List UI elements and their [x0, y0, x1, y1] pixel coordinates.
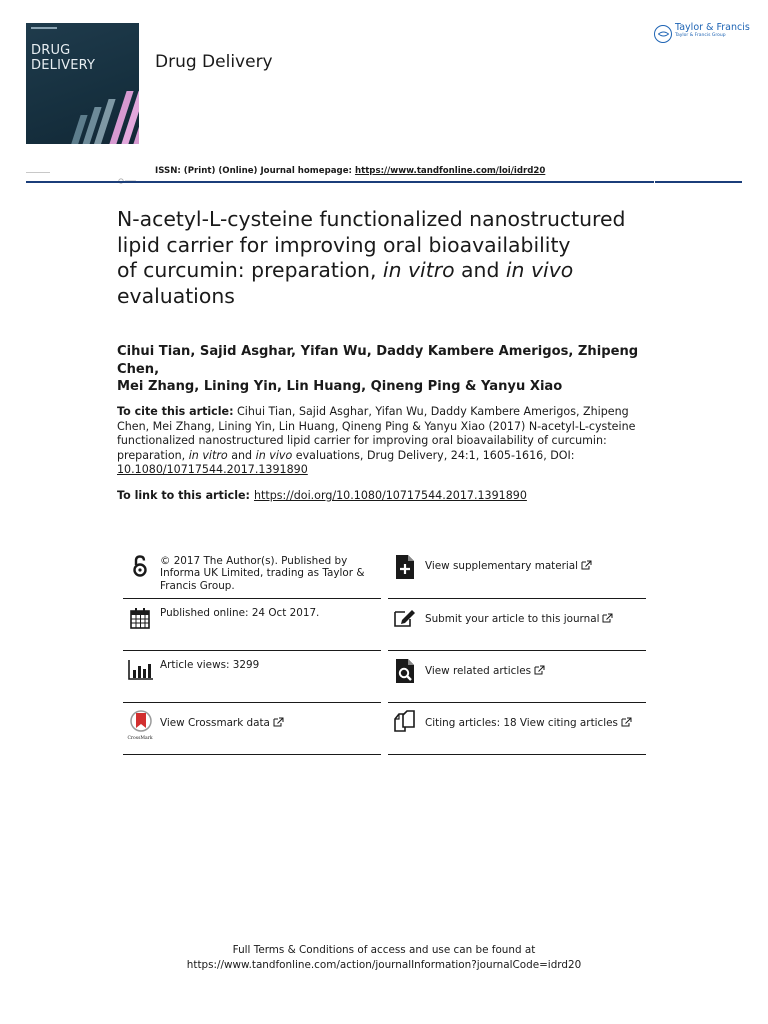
published-text: Published online: 24 Oct 2017.: [160, 607, 320, 619]
publisher-logo[interactable]: [654, 22, 750, 43]
bar-chart-icon: [128, 658, 152, 682]
edit-icon: [393, 606, 417, 630]
external-link-icon: [534, 665, 545, 675]
calendar-icon: [128, 606, 152, 630]
header-thin-rule: [26, 172, 50, 173]
link-label: To link to this article:: [117, 489, 250, 502]
external-link-icon: [581, 560, 592, 570]
citing-text: Citing articles: 18 View citing articles: [425, 717, 618, 729]
terms-footer: [0, 943, 768, 972]
journal-homepage-link[interactable]: https://www.tandfonline.com/loi/idrd20: [354, 166, 546, 176]
license-info: [123, 546, 381, 599]
related-articles-link[interactable]: [388, 650, 646, 703]
cover-rule: [31, 27, 57, 29]
supplementary-text: View supplementary material: [425, 560, 579, 572]
publisher-logo-icon: [654, 25, 672, 43]
journal-cover[interactable]: [26, 23, 139, 144]
related-text: View related articles: [425, 665, 532, 677]
supplementary-link[interactable]: [388, 546, 646, 599]
external-link-icon: [621, 717, 632, 727]
article-views: [123, 650, 381, 703]
terms-link[interactable]: https://www.tandfonline.com/action/journalInformation?journalCode=idrd20: [186, 958, 582, 971]
article-link-row: [117, 489, 527, 502]
issn-text: ISSN: (Print) (Online) Journal homepage:: [155, 166, 352, 176]
cover-title: DRUG DELIVERY: [31, 43, 96, 73]
doi-link[interactable]: 10.1080/10717544.2017.1391890: [117, 463, 308, 477]
issn-line: [155, 166, 545, 176]
search-document-icon: [393, 658, 417, 682]
citation-label: To cite this article:: [117, 405, 234, 418]
external-link-icon: [273, 717, 284, 727]
article-doi-link[interactable]: https://doi.org/10.1080/10717544.2017.1391890: [253, 489, 527, 502]
citing-articles-link[interactable]: [388, 702, 646, 755]
submit-text: Submit your article to this journal: [425, 613, 600, 625]
journal-name: Drug Delivery: [155, 52, 273, 72]
license-text: © 2017 The Author(s). Published by Informa UK Limited, trading as Taylor & Francis Group.: [160, 555, 365, 592]
cover-stripe: [51, 115, 87, 144]
external-link-icon: [602, 613, 613, 623]
header-rule: [26, 181, 742, 183]
published-date: [123, 598, 381, 651]
crossmark-icon: [127, 710, 153, 741]
header-rule-gap: [654, 181, 655, 184]
crossmark-link[interactable]: [123, 702, 381, 755]
small-logo-icon: [117, 169, 137, 188]
crossmark-text: View Crossmark data: [160, 717, 270, 729]
citation-block: To cite this article: Cihui Tian, Sajid Asghar, Yifan Wu, Daddy Kambere Amerigos, Zhipeng Chen, Mei Zhang, Lining Yin, Lin Huang, Qineng Ping & Yanyu Xiao (2017) N-acetyl-L-cysteine functionalized nanostructured lipid carrier for improving oral bioavailability of curcumin: preparation, in vitro and in vivo evaluations, Drug Delivery, 24:1, 1605-1616, DOI: 10.1080/10717544.2017.1391890: [117, 405, 636, 477]
add-file-icon: [393, 554, 417, 578]
publisher-subtitle: Taylor & Francis Group: [675, 33, 726, 38]
views-text: Article views: 3299: [160, 659, 260, 671]
terms-text: Full Terms & Conditions of access and use can be found at: [232, 944, 536, 956]
submit-article-link[interactable]: [388, 598, 646, 651]
article-title: N-acetyl-L-cysteine functionalized nanostructured lipid carrier for improving oral bioavailability of curcumin: preparation, in vitro and in vivo evaluations: [117, 207, 626, 308]
publisher-name: Taylor & Francis: [675, 22, 750, 33]
open-access-icon: [128, 554, 152, 578]
author-list: Cihui Tian, Sajid Asghar, Yifan Wu, Daddy Kambere Amerigos, Zhipeng Chen, Mei Zhang, Lining Yin, Lin Huang, Qineng Ping & Yanyu Xiao: [117, 344, 639, 394]
copy-pages-icon: [393, 710, 417, 734]
crossmark-caption: CrossMark: [127, 736, 153, 741]
